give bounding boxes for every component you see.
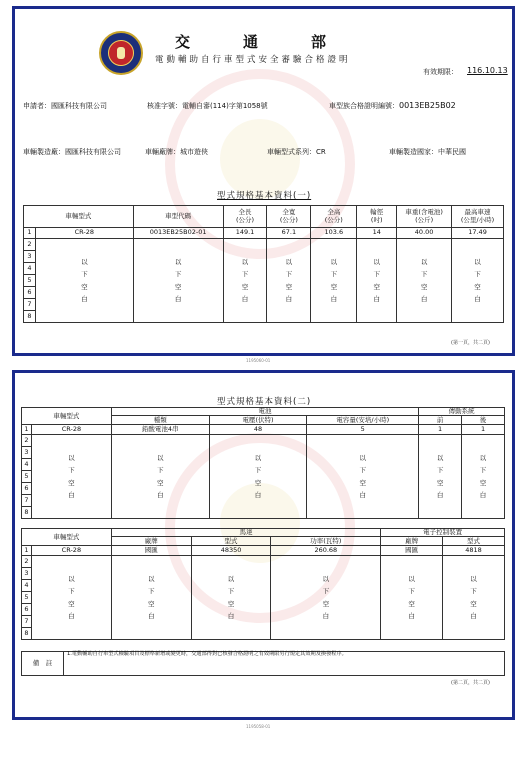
remarks-label: 備 註: [22, 652, 64, 676]
header-ecu: 電子控制裝置: [381, 529, 505, 537]
header-wheel: 輪徑 (吋): [357, 206, 397, 228]
header-vehicle-model: 車輛型式: [22, 408, 112, 425]
remarks-text: 1.電動輔助自行車型式檢驗項目及標準新增或變更時，交通部得對已核發合格證明之有效期限另行規定其效期及換發程序。: [63, 652, 504, 676]
blank-mark: 以 下 空 白: [35, 239, 133, 323]
certificate-page-2: [12, 370, 515, 720]
header-width: 全寬 (公分): [267, 206, 311, 228]
header-vehicle-model: 車輛型式: [24, 206, 134, 228]
blank-mark: 以 下 空 白: [443, 556, 505, 640]
header-rear: 後: [462, 416, 505, 425]
header-ecu-type: 型式: [443, 537, 505, 546]
remarks-table: [21, 651, 505, 676]
header-length: 全長 (公分): [223, 206, 267, 228]
blank-mark: 以 下 空 白: [191, 556, 271, 640]
blank-mark: 以 下 空 白: [271, 556, 381, 640]
blank-mark: 以 下 空 白: [133, 239, 223, 323]
header-vehicle-model: 車輛型式: [22, 529, 112, 546]
header-weight: 車重(含電池) (公斤): [397, 206, 452, 228]
header-motor-type: 型式: [191, 537, 271, 546]
header-speed: 最高車速 (公里/小時): [452, 206, 504, 228]
brand-field: 車輛廠牌：城市遊俠: [145, 148, 208, 156]
blank-mark: 以 下 空 白: [452, 239, 504, 323]
blank-mark: 以 下 空 白: [397, 239, 452, 323]
header-motor: 馬達: [111, 529, 380, 537]
bottom-code-2: 1195058-01: [246, 724, 271, 729]
header-drive: 傳動系統: [419, 408, 505, 416]
blank-mark: 以 下 空 白: [419, 435, 462, 519]
header-front: 前: [419, 416, 462, 425]
spec-title-2: 型式規格基本資料(二): [217, 397, 312, 407]
blank-mark: 以 下 空 白: [223, 239, 267, 323]
spec-title-1: 型式規格基本資料(一): [217, 191, 312, 201]
maker-field: 車輛製造廠：國匯科技有限公司: [23, 148, 121, 156]
motor-table: 車輛型式 馬達 電子控制裝置 廠牌 型式 功率(瓦特) 廠牌 型式 1 CR-28 國匯 48350 260.68 國匯 4818 2 以 下 空 白 以 下 空 白 以 下 空 白 以 下 空 白 以 下 空 白 以 下 空 白 3 4 5 6 7 8: [21, 528, 505, 640]
page-note-1: (第一頁，共二頁): [451, 340, 490, 346]
blank-mark: 以 下 空 白: [357, 239, 397, 323]
header-battery: 電池: [111, 408, 418, 416]
blank-mark: 以 下 空 白: [31, 556, 111, 640]
blank-mark: 以 下 空 白: [311, 239, 357, 323]
watermark-emblem-center: [220, 119, 300, 199]
header-height: 全高 (公分): [311, 206, 357, 228]
battery-table: 車輛型式 電池 傳動系統 種類 電壓(伏特) 電容量(安培/小時) 前 後 1 CR-28 鉛酸電池4串 48 5 1 1 2 以 下 空 白 以 下 空 白 以 下 空 白 以 下 空 白 以 下 空 白 以 下 空 白 3 4 5 6 7 8: [21, 407, 505, 519]
cert-title: 電動輔助自行車型式安全審驗合格證明: [155, 55, 351, 65]
header-ecu-brand: 廠牌: [381, 537, 443, 546]
validity-value: 116.10.13: [467, 66, 508, 75]
certificate-page-1: [12, 6, 515, 356]
org-title: 交 通 部: [175, 33, 329, 51]
table-row: 1 CR-28 鉛酸電池4串 48 5 1 1: [22, 425, 505, 435]
header-motor-brand: 廠牌: [111, 537, 191, 546]
series-field: 車輛型式系列：CR: [267, 148, 326, 156]
header-capacity: 電容量(安培/小時): [307, 416, 419, 425]
blank-mark: 以 下 空 白: [267, 239, 311, 323]
country-field: 車輛製造國家：中華民國: [389, 148, 466, 156]
blank-mark: 以 下 空 白: [31, 435, 111, 519]
spec-table-1: 車輛型式 車型代碼 全長 (公分) 全寬 (公分) 全高 (公分) 輪徑 (吋) 車重(含電池) (公斤) 最高車速 (公里/小時) 1 CR-28 0013EB25B02-01 149.1 67.1 103.6 14 40.00 17.49 2 以 下 空 白 以 下 空 白 以 下 空 白 以 下 空 白 以 下 空 白 以 下 空 白 以 下 空 白 以 下 空 白 3 4 5 6 7 8: [23, 205, 504, 323]
blank-mark: 以 下 空 白: [111, 435, 209, 519]
header-power: 功率(瓦特): [271, 537, 381, 546]
header-model-code: 車型代碼: [133, 206, 223, 228]
approval-no-field: 核准字號：電輔自審(114)字第1058號: [147, 102, 268, 110]
table-row: 1 CR-28 國匯 48350 260.68 國匯 4818: [22, 546, 505, 556]
table-row: 1 CR-28 0013EB25B02-01 149.1 67.1 103.6 14 40.00 17.49: [24, 228, 504, 239]
blank-mark: 以 下 空 白: [462, 435, 505, 519]
ministry-seal-icon: [99, 31, 143, 75]
blank-mark: 以 下 空 白: [381, 556, 443, 640]
header-voltage: 電壓(伏特): [209, 416, 307, 425]
validity-label: 有效期限：: [423, 68, 458, 76]
header-battery-type: 種類: [111, 416, 209, 425]
cert-no-field: 車型族合格證明編號：0013EB25B02: [329, 101, 456, 110]
blank-mark: 以 下 空 白: [111, 556, 191, 640]
page-note-2: (第二頁，共二頁): [451, 680, 490, 686]
blank-mark: 以 下 空 白: [209, 435, 307, 519]
bottom-code-1: 1195060-01: [246, 358, 271, 363]
applicant-field: 申請者：國匯科技有限公司: [23, 102, 107, 110]
blank-mark: 以 下 空 白: [307, 435, 419, 519]
